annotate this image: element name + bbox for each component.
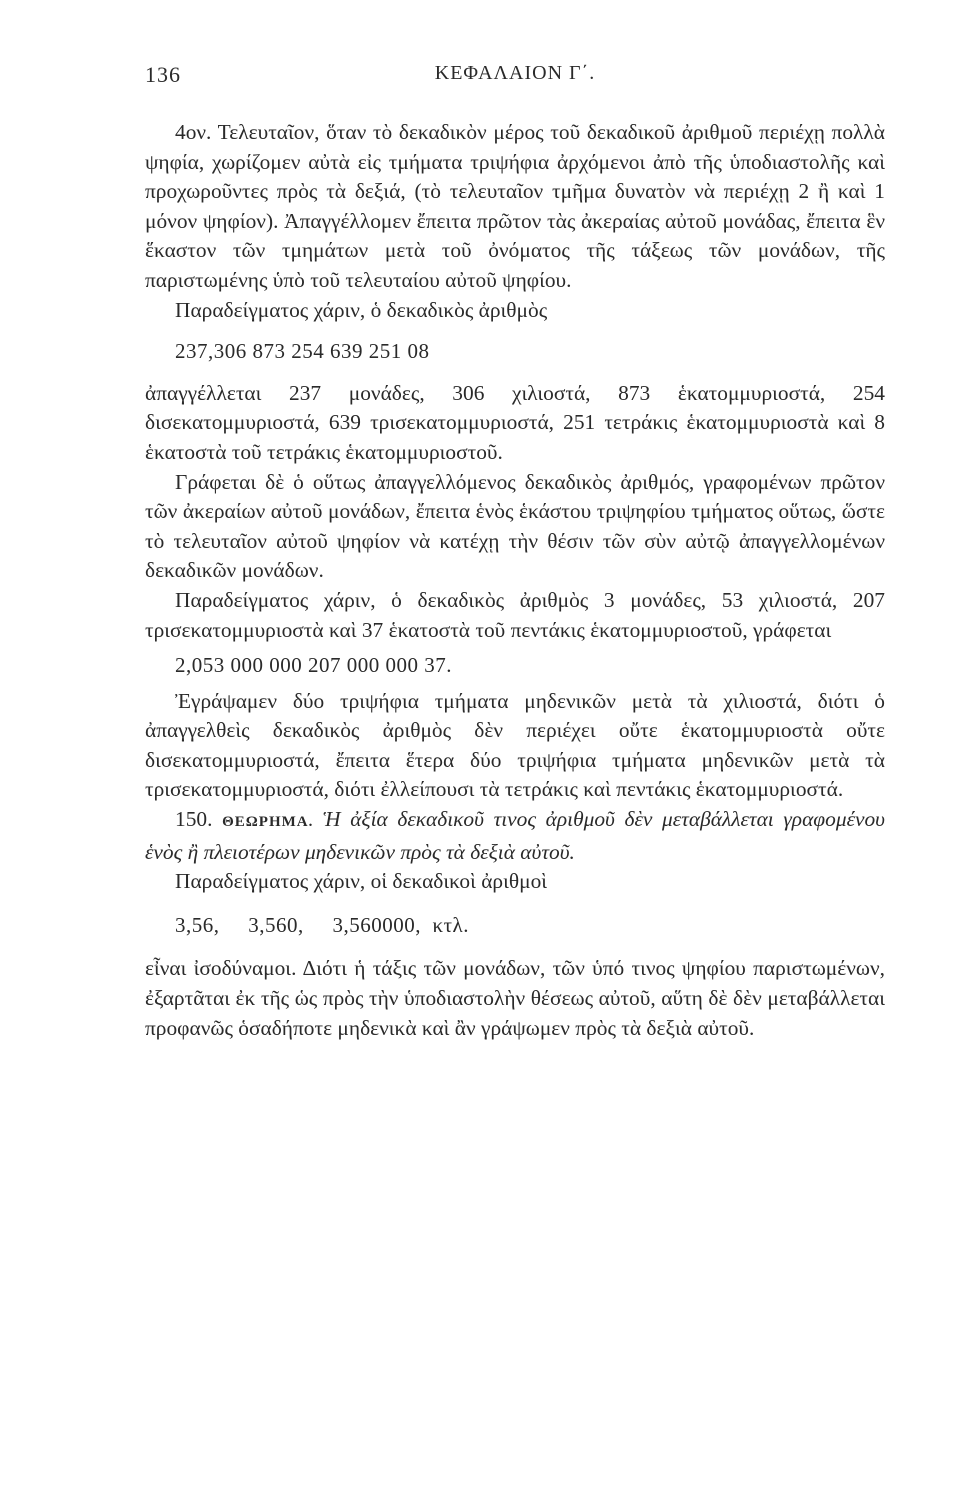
example-number-3: 3,56, 3,560, 3,560000, κτλ. (175, 912, 469, 937)
page-number: 136 (145, 62, 181, 87)
theorem-label: ΘΕΩΡΗΜΑ. (222, 814, 314, 831)
paragraph-rule-4: 4ον. Τελευταῖον, ὅταν τὸ δεκαδικὸν μέρος τοῦ δεκαδικοῦ ἀριθμοῦ περιέχῃ πολλὰ ψηφία, χωρίζομεν αὐτὰ εἰς τμήματα τριψήφια ἀρχόμενοι ἀπὸ τῆς ὑποδιαστολῆς καὶ προχωροῦντες πρὸς τὰ δεξιά, (τὸ τελευταῖον τμῆμα δυνατὸν νὰ περιέχῃ 2 ἢ καὶ 1 μόνον ψηφίον). Ἀπαγγέλλομεν ἔπειτα πρῶτον τὰς ἀκεραίας αὐτοῦ μονάδας, ἔπειτα ἓν ἕκαστον τῶν τμημάτων μετὰ τοῦ ὀνόματος τῆς τάξεως τῶν μονάδων, τῆς παριστωμένης ὑπὸ τοῦ τελευταίου αὐτοῦ ψηφίου. (145, 120, 885, 292)
page-header (145, 62, 885, 94)
example-number-2: 2,053 000 000 207 000 000 37. (175, 653, 452, 678)
paragraph-explanation: Ἐγράψαμεν δύο τριψήφια τμήματα μηδενικῶν μετὰ τὰ χιλιοστά, διότι ὁ ἀπαγγελθεὶς δεκαδικὸς ἀριθμὸς δὲν περιέχει οὔτε ἑκατομμυριοστὰ οὔτε δισεκατομμυριοστά, ἔπειτα ἕτερα δύο τριψήφια τμήματα μηδενικῶν μετὰ τὰ τρισεκατομμυριοστά, διότι ἐλλείπουσι τὰ τετράκις καὶ πεντάκις ἑκατομμυριοστά. (145, 688, 885, 802)
paragraph-example-3-intro: Παραδείγματος χάριν, οἱ δεκαδικοὶ ἀριθμοὶ (175, 869, 548, 894)
example-number-1: 237,306 873 254 639 251 08 (175, 339, 430, 364)
paragraph-example-intro: Παραδείγματος χάριν, ὁ δεκαδικὸς ἀριθμὸς (175, 297, 548, 322)
paragraph-reading: ἀπαγγέλλεται 237 μονάδες, 306 χιλιοστά, 873 ἑκατομμυριοστά, 254 δισεκατομμυριοστά, 639 τρισεκατομμυριοστά, 251 τετράκις ἑκατομμυριοστὰ καὶ 8 ἑκατοστὰ τοῦ τετράκις ἑκατομμυριοστοῦ. (145, 380, 885, 464)
paragraph-writing-rule: Γράφεται δὲ ὁ οὕτως ἀπαγγελλόμενος δεκαδικὸς ἀριθμός, γραφομένων πρῶτον τῶν ἀκεραίων αὐτοῦ μονάδων, ἔπειτα ἑνὸς ἑκάστου τριψηφίου τμήματος οὕτως, ὥστε τὸ τελευταῖον αὐτοῦ ψηφίον νὰ κατέχῃ τὴν θέσιν τῶν σὺν αὐτῷ ἀπαγγελλομένων δεκαδικῶν μονάδων. (145, 469, 885, 583)
paragraph-example-2-intro: Παραδείγματος χάριν, ὁ δεκαδικὸς ἀριθμὸς 3 μονάδες, 53 χιλιοστά, 207 τρισεκατομμυριοστὰ καὶ 37 ἑκατοστὰ τοῦ πεντάκις ἑκατομμυριοστοῦ, γράφεται (145, 587, 885, 642)
paragraph-proof: εἶναι ἰσοδύναμοι. Διότι ἡ τάξις τῶν μονάδων, τῶν ὑπό τινος ψηφίου παριστωμένων, ἐξαρτᾶται ἐκ τῆς ὡς πρὸς τὴν ὑποδιαστολὴν θέσεως αὐτοῦ, αὕτη δὲ δὲν μεταβάλλεται προφανῶς ὁσαδήποτε μηδενικὰ καὶ ἂν γράψωμεν πρὸς τὰ δεξιὰ αὐτοῦ. (145, 956, 885, 1040)
body-text (145, 118, 885, 1043)
theorem-text: Ἡ ἀξία δεκαδικοῦ τινος ἀριθμοῦ δὲν μεταβάλλεται γραφομένου ἑνὸς ἢ πλειοτέρων μηδενικῶν πρὸς τὰ δεξιὰ αὐτοῦ. (145, 807, 886, 864)
theorem-paragraph (145, 805, 885, 867)
running-head: ΚΕΦΑΛΑΙΟΝ Γ΄. (434, 62, 596, 84)
theorem-number: 150. (175, 807, 213, 832)
